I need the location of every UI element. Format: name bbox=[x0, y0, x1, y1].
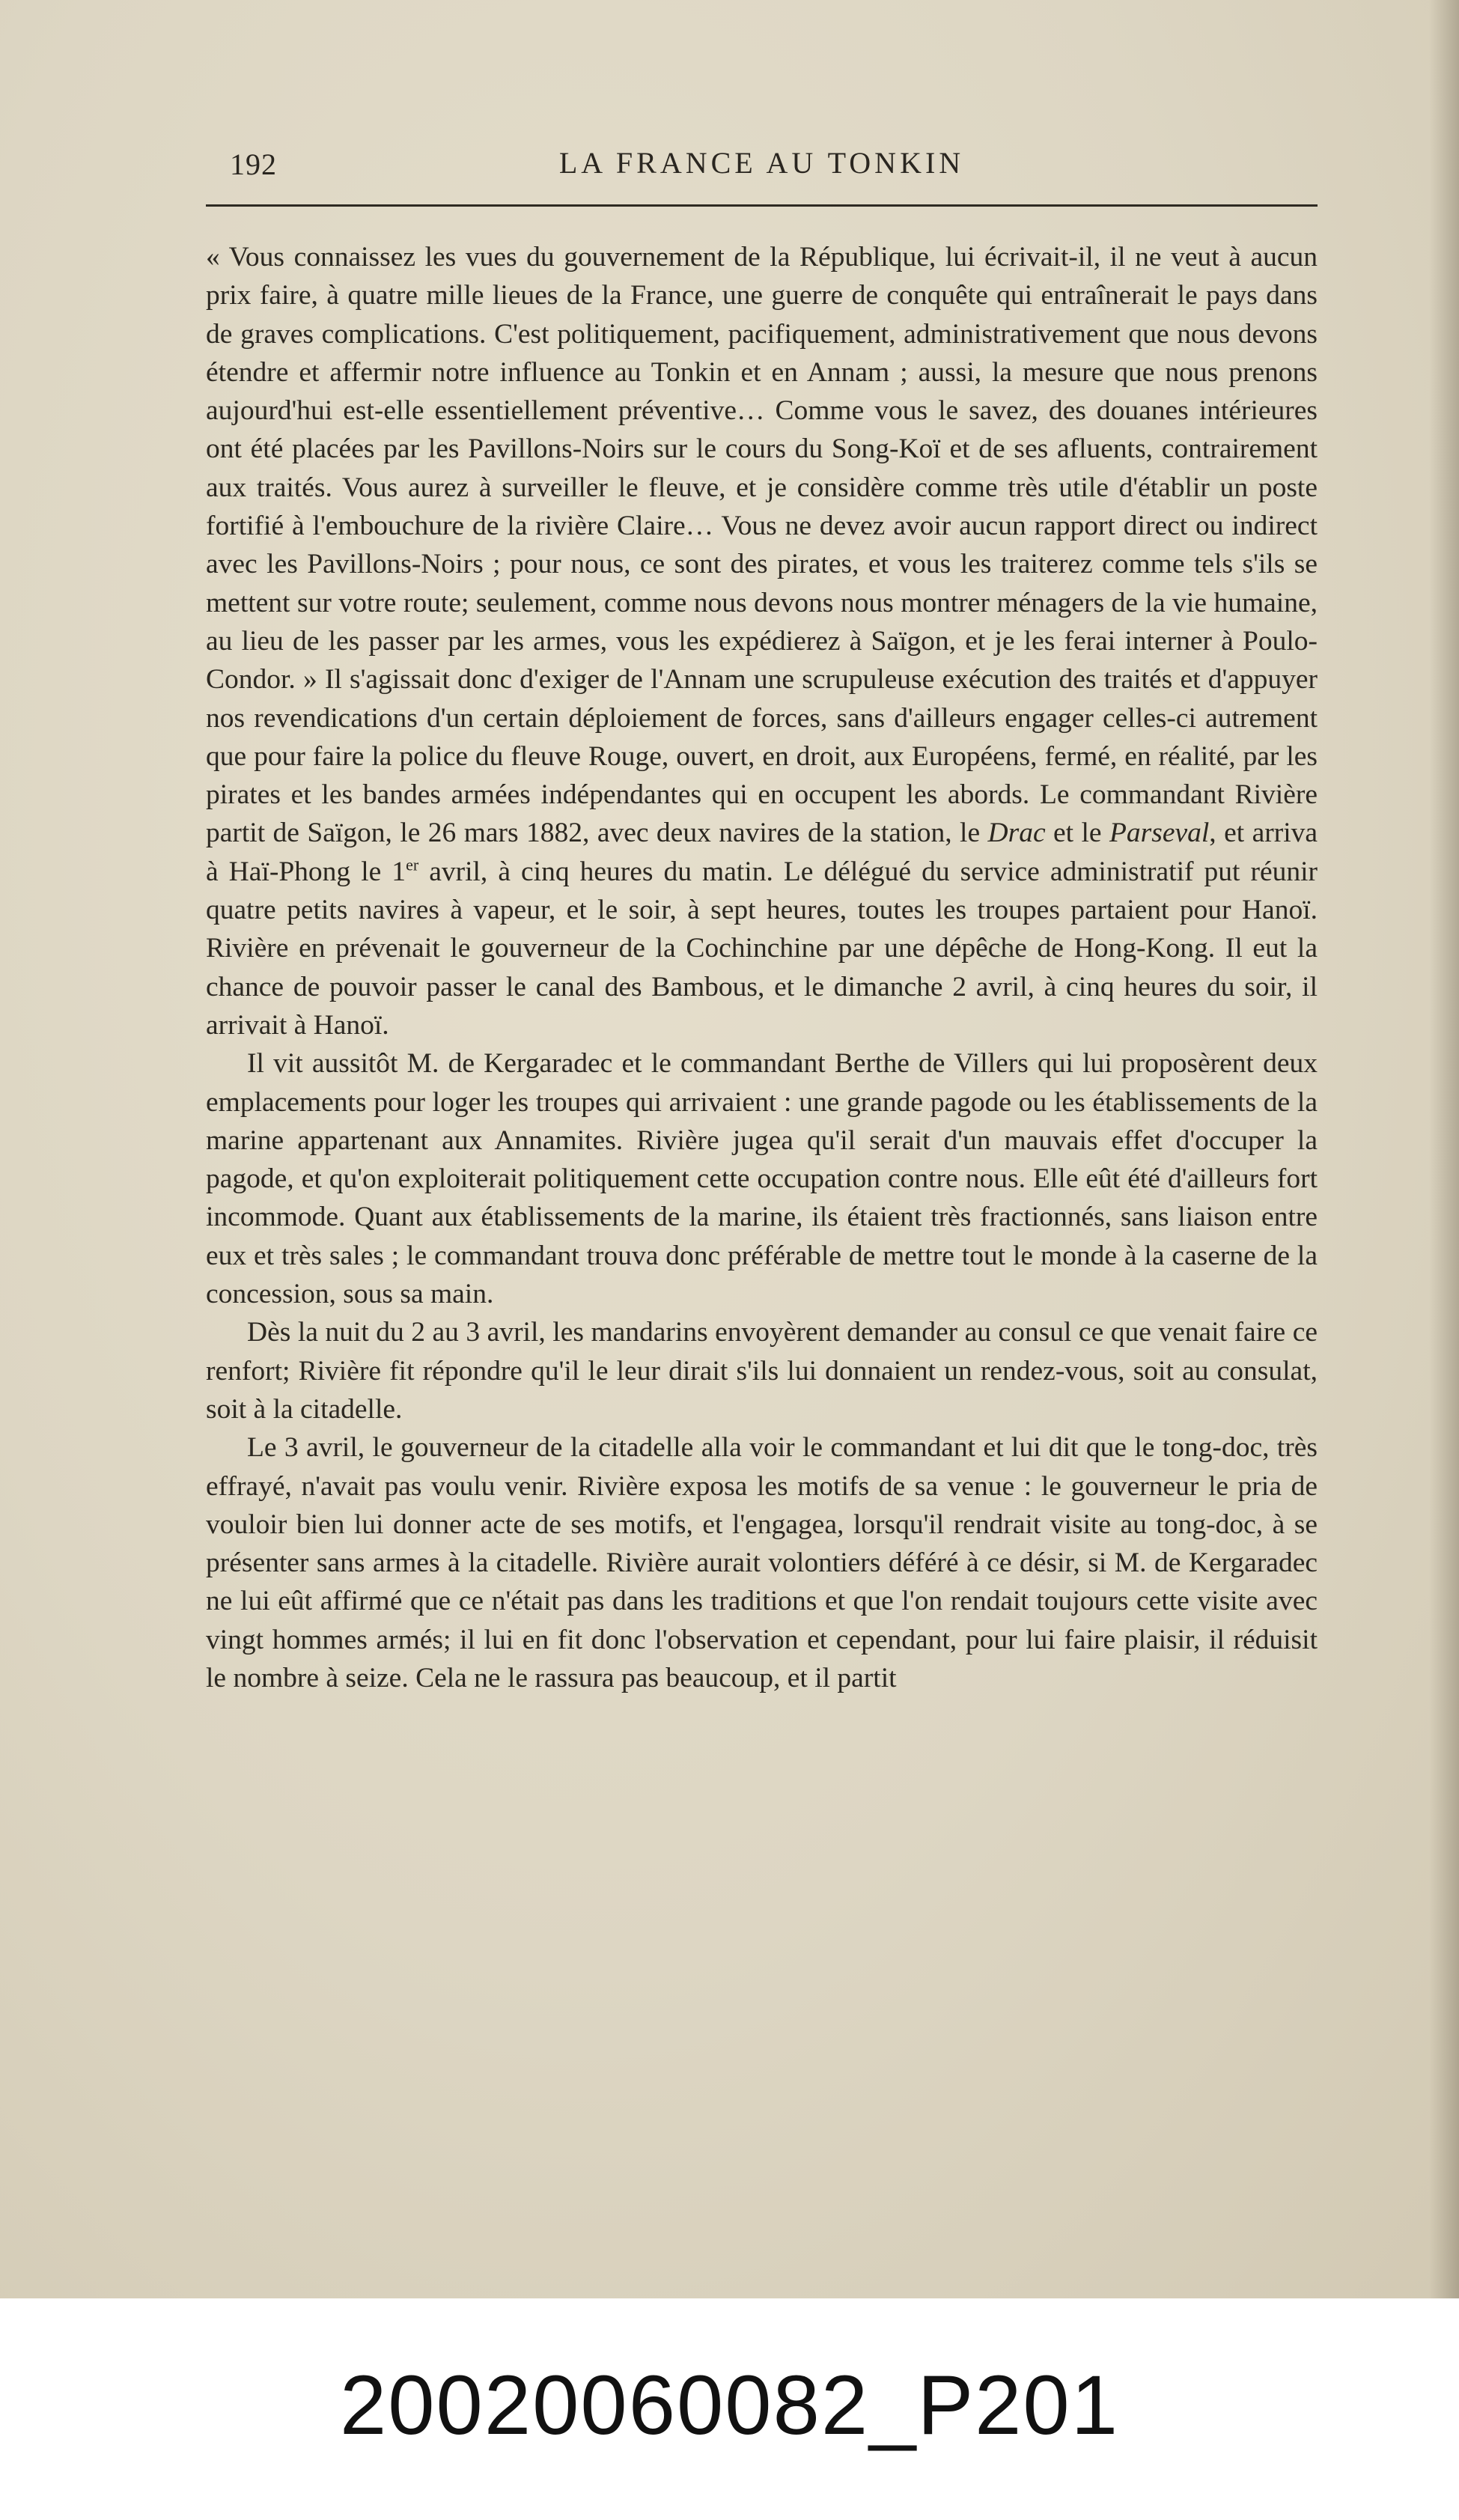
running-title: LA FRANCE AU TONKIN bbox=[558, 146, 965, 180]
paragraph-2: Il vit aussitôt M. de Kergaradec et le commandant Berthe de Villers qui lui proposèrent deux emplacements pour loger les troupes qui arrivaient : une grande pagode ou les établissements de la marine appartenant aux Annamites. Rivière jugea qu'il serait d'un mauvais effet d'occuper la pagode, et qu'on exploiterait politiquement cette occupation contre nous. Elle eût été d'ailleurs fort incommode. Quant aux établissements de la marine, ils étaient très fractionnés, sans liaison entre eux et très sales ; le commandant trouva donc préférable de mettre tout le monde à la caserne de la concession, sous sa main. bbox=[206, 1048, 1318, 1310]
ordinal-superscript: er bbox=[406, 855, 419, 874]
header-rule bbox=[206, 204, 1318, 207]
page-edge-shadow bbox=[1429, 0, 1459, 2298]
paragraph-4: Le 3 avril, le gouverneur de la citadelle alla voir le commandant et lui dit que le tong-doc, très effrayé, n'avait pas voulu venir. Rivière exposa les motifs de sa venue : le gouverneur le pria de vouloir bien lui donner acte de ses motifs, et l'engagea, lorsqu'il rendrait visite au tong-doc, à se présenter sans armes à la citadelle. Rivière aurait volontiers déféré à ce désir, si M. de Kergaradec ne lui eût affirmé que ce n'était pas dans les traditions et que l'on rendait toujours cette visite avec vingt hommes armés; il lui en fit donc l'observation et cependant, pour lui faire plaisir, il réduisit le nombre à seize. Cela ne le rassura pas beaucoup, et il partit bbox=[206, 1432, 1318, 1693]
paragraph-1-part-d: avril, à cinq heures du matin. Le délégué du service administratif put réunir quatre petits navires à vapeur, et le soir, à sept heures, toutes les troupes partaient pour Hanoï. Rivière en prévenait le gouverneur de la Cochinchine par une dépêche de Hong-Kong. Il eut la chance de pouvoir passer le canal des Bambous, et le dimanche 2 avril, à cinq heures du soir, il arrivait à Hanoï. bbox=[206, 856, 1318, 1041]
scan-id-label: 20020060082_P201 bbox=[339, 2358, 1120, 2452]
ship-name-drac: Drac bbox=[987, 818, 1046, 849]
body-text bbox=[206, 238, 1318, 1697]
ship-name-parseval: Parseval bbox=[1109, 818, 1210, 849]
paragraph-3: Dès la nuit du 2 au 3 avril, les mandarins envoyèrent demander au consul ce que venait faire ce renfort; Rivière fit répondre qu'il le leur dirait s'ils lui donnaient un rendez-vous, soit au consulat, soit à la citadelle. bbox=[206, 1317, 1318, 1425]
paragraph-1-part-a: « Vous connaissez les vues du gouvernement de la République, lui écrivait-il, il ne veut à aucun prix faire, à quatre mille lieues de la France, une guerre de conquête qui entraînerait le pays dans de graves complications. C'est politiquement, pacifiquement, administrativement que nous devons étendre et affermir notre influence au Tonkin et en Annam ; aussi, la mesure que nous prenons aujourd'hui est-elle essentiellement préventive… Comme vous le savez, des douanes intérieures ont été placées par les Pavillons-Noirs sur le cours du Song-Koï et de ses afluents, contrairement aux traités. Vous aurez à surveiller le fleuve, et je considère comme très utile d'établir un poste fortifié à l'embouchure de la rivière Claire… Vous ne devez avoir aucun rapport direct ou indirect avec les Pavillons-Noirs ; pour nous, ce sont des pirates, et vous les traiterez comme tels s'ils se mettent sur votre route; seulement, comme nous devons nous montrer ménagers de la vie humaine, au lieu de les passer par les armes, vous les expédierez à Saïgon, et je les ferai interner à Poulo-Condor. » Il s'agissait donc d'exiger de l'Annam une scrupuleuse exécution des traités et d'appuyer nos revendications d'un certain déploiement de forces, sans d'ailleurs engager celles-ci autrement que pour faire la police du fleuve Rouge, ouvert, en droit, aux Européens, fermé, en réalité, par les pirates et les bandes armées indépendantes qui en occupent les abords. Le commandant Rivière partit de Saïgon, le 26 mars 1882, avec deux navires de la station, le bbox=[206, 242, 1318, 849]
page-header bbox=[206, 142, 1318, 187]
paragraph-1-part-c: , et arriva à Haï-Phong le 1 bbox=[206, 818, 1318, 887]
paragraph-1-part-b: et le bbox=[1053, 818, 1102, 849]
paragraph-1 bbox=[206, 238, 1318, 1044]
page-number: 192 bbox=[230, 147, 277, 181]
